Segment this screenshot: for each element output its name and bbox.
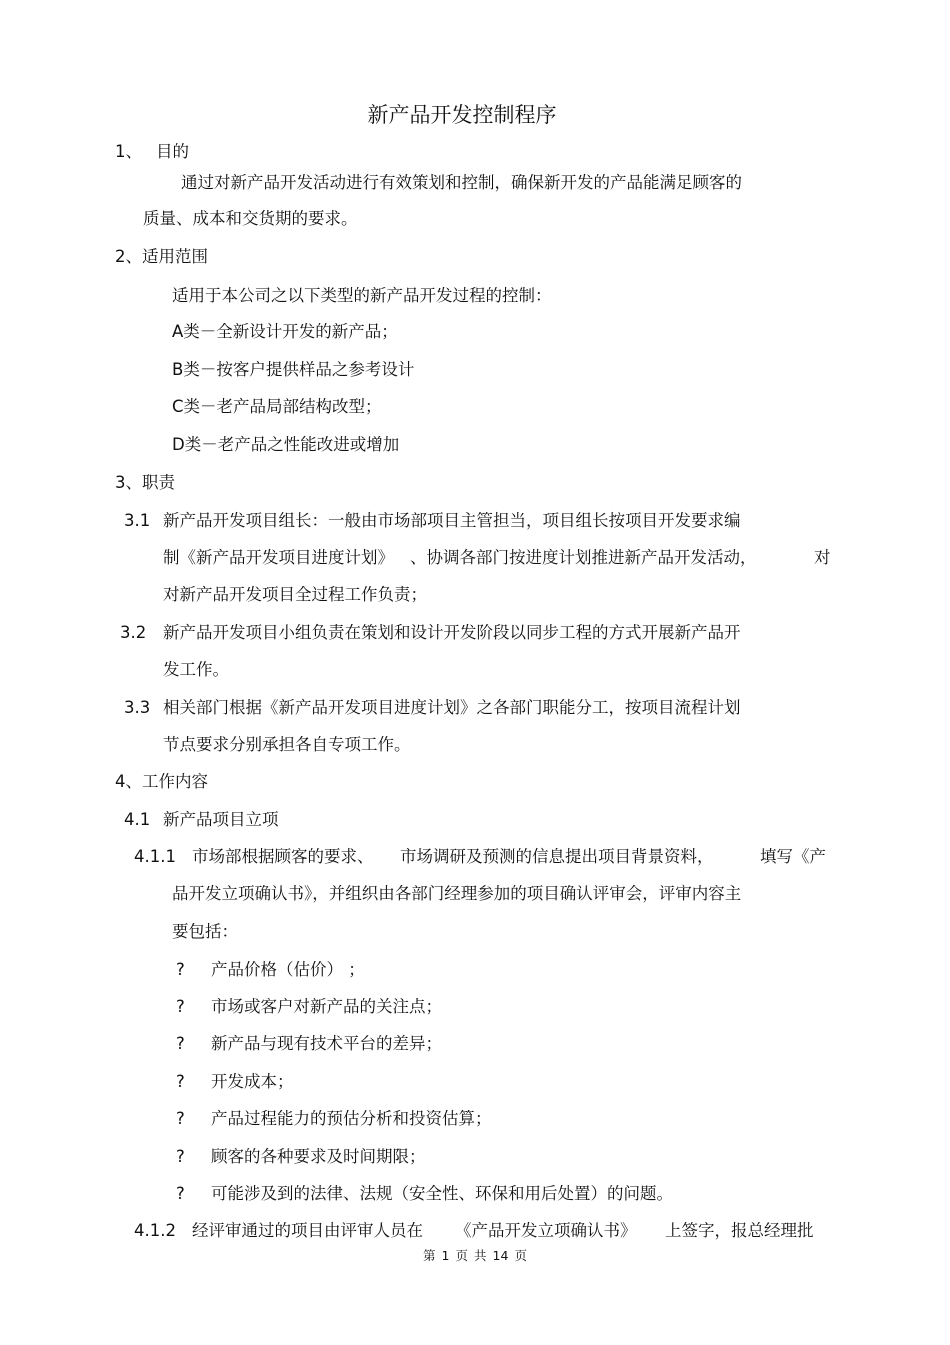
review-item-price: 产品价格（估价） ； xyxy=(211,960,365,979)
review-item-capability: 产品过程能力的预估分析和投资估算； xyxy=(211,1109,492,1128)
item-3-2-number: 3.2 xyxy=(120,623,147,642)
bullet-marker: ? xyxy=(176,1034,185,1053)
scope-item-a: A类－全新设计开发的新产品； xyxy=(172,322,398,341)
item-4-1-1-line-1b: 市场调研及预测的信息提出项目背景资料， xyxy=(400,847,714,866)
section-1-paragraph-line-1: 通过对新产品开发活动进行有效策划和控制，确保新开发的产品能满足顾客的 xyxy=(181,173,742,192)
scope-item-c: C类－老产品局部结构改型； xyxy=(172,397,382,416)
review-item-legal: 可能涉及到的法律、法规（安全性、环保和用后处置）的问题。 xyxy=(211,1184,673,1203)
item-4-1-2-line-1c: 上签字，报总经理批 xyxy=(665,1221,814,1240)
item-3-3-line-1: 相关部门根据《新产品开发项目进度计划》之各部门职能分工，按项目流程计划 xyxy=(163,698,741,717)
scope-item-d: D类－老产品之性能改进或增加 xyxy=(172,435,400,454)
section-1-heading xyxy=(115,141,189,163)
bullet-marker: ? xyxy=(176,1072,185,1091)
item-3-1-number: 3.1 xyxy=(124,511,151,530)
item-3-1-line-2a: 制《新产品开发项目进度计划》 xyxy=(163,548,394,567)
section-4-heading: 4、工作内容 xyxy=(115,772,208,791)
footer-gong: 共 xyxy=(474,1248,487,1263)
item-3-1-line-3: 对新产品开发项目全过程工作负责； xyxy=(163,585,427,604)
document-title: 新产品开发控制程序 xyxy=(367,103,557,127)
bullet-marker: ? xyxy=(176,997,185,1016)
section-1-title: 目的 xyxy=(156,142,189,161)
item-4-1-1-line-2: 品开发立项确认书》，并组织由各部门经理参加的项目确认评审会，评审内容主 xyxy=(172,884,742,903)
scope-item-b: B类－按客户提供样品之参考设计 xyxy=(172,360,415,379)
section-2-heading: 2、适用范围 xyxy=(115,247,208,266)
section-1-number: 1、 xyxy=(115,142,142,161)
review-item-customer-requirements: 顾客的各种要求及时间期限； xyxy=(211,1147,426,1166)
item-4-1-2-line-1a: 经评审通过的项目由评审人员在 xyxy=(192,1221,423,1240)
page-footer xyxy=(0,1248,950,1264)
footer-page-number: 1 xyxy=(441,1248,450,1263)
section-2-intro: 适用于本公司之以下类型的新产品开发过程的控制： xyxy=(172,286,552,305)
item-4-1-2-line-1b: 《产品开发立项确认书》 xyxy=(455,1221,637,1240)
section-1-paragraph-line-2: 质量、成本和交货期的要求。 xyxy=(143,209,358,228)
item-3-2-line-1: 新产品开发项目小组负责在策划和设计开发阶段以同步工程的方式开展新产品开 xyxy=(163,623,741,642)
bullet-marker: ? xyxy=(176,1184,185,1203)
item-4-1-1-line-1c: 填写《产 xyxy=(760,847,826,866)
footer-total-pages: 14 xyxy=(492,1248,509,1263)
item-4-1-number: 4.1 xyxy=(124,810,151,829)
review-item-market-focus: 市场或客户对新产品的关注点； xyxy=(211,997,442,1016)
item-4-1-1-line-3: 要包括： xyxy=(172,922,238,941)
section-3-heading: 3、职责 xyxy=(115,473,175,492)
item-3-1-line-1: 新产品开发项目组长：一般由市场部项目主管担当，项目组长按项目开发要求编 xyxy=(163,511,741,530)
item-4-1-1-number: 4.1.1 xyxy=(134,847,176,866)
footer-ye-2: 页 xyxy=(514,1248,527,1263)
item-4-1-2-number: 4.1.2 xyxy=(134,1221,176,1240)
review-item-dev-cost: 开发成本； xyxy=(211,1072,294,1091)
bullet-marker: ? xyxy=(176,1147,185,1166)
bullet-marker: ? xyxy=(176,1109,185,1128)
bullet-marker: ? xyxy=(176,960,185,979)
item-4-1-text: 新产品项目立项 xyxy=(163,810,279,829)
item-3-2-line-2: 发工作。 xyxy=(163,660,229,679)
footer-di: 第 xyxy=(423,1248,436,1263)
footer-ye: 页 xyxy=(455,1248,469,1263)
review-item-platform-gap: 新产品与现有技术平台的差异； xyxy=(211,1034,442,1053)
item-4-1-1-line-1a: 市场部根据顾客的要求、 xyxy=(192,847,374,866)
item-3-3-line-2: 节点要求分别承担各自专项工作。 xyxy=(163,735,411,754)
item-3-1-line-2c: 对 xyxy=(814,548,831,567)
item-3-1-line-2b: 、协调各部门按进度计划推进新产品开发活动， xyxy=(410,548,757,567)
item-3-3-number: 3.3 xyxy=(124,698,151,717)
